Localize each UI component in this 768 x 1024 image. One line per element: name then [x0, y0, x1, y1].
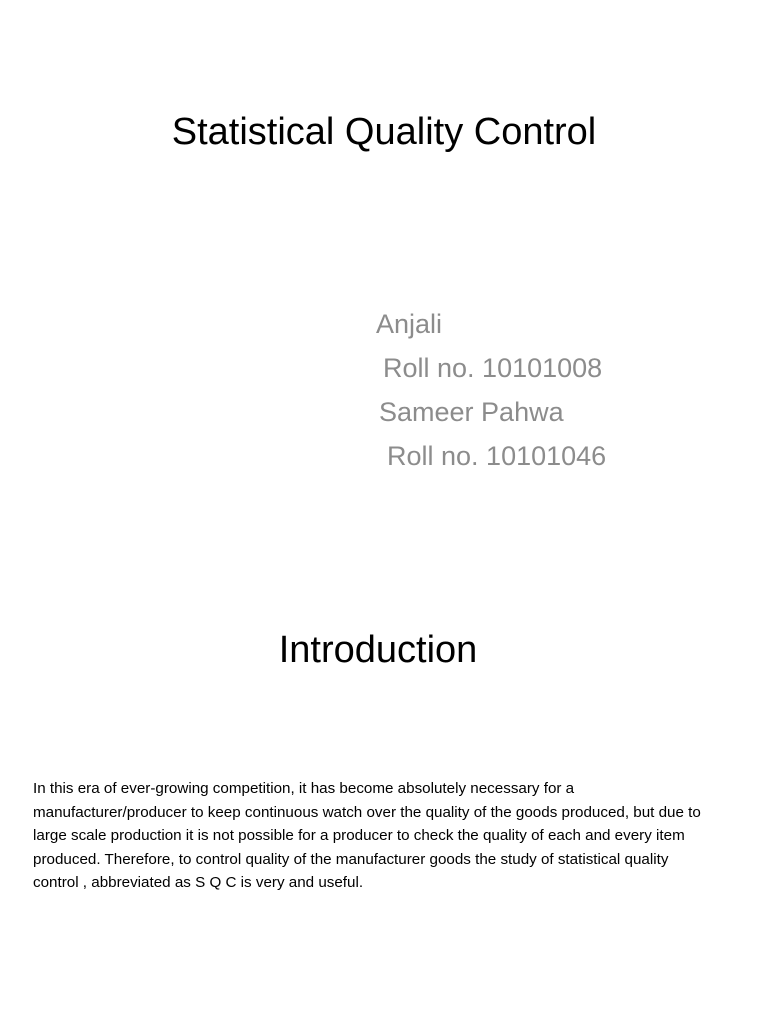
author-roll-number: Roll no. 10101008 — [383, 353, 603, 383]
author-name: Anjali — [376, 309, 443, 339]
section-title: Introduction — [278, 629, 478, 671]
slide-title: Statistical Quality Control — [171, 111, 597, 153]
author-roll-number: Roll no. 10101046 — [387, 441, 607, 471]
introduction-slide — [0, 520, 768, 1024]
introduction-paragraph: In this era of ever-growing competition, it has become absolutely necessary for a manufacturer/producer to keep continuous watch over the quality of the goods produced, but due to large scale production it is not possible for a producer to check the quality of each and every item produced. Therefore, to control quality of the manufacturer goods the study of statistical quality control , abbreviated as S Q C is very and useful. — [33, 780, 701, 892]
author-block — [376, 302, 606, 478]
author-name: Sameer Pahwa — [379, 397, 564, 427]
